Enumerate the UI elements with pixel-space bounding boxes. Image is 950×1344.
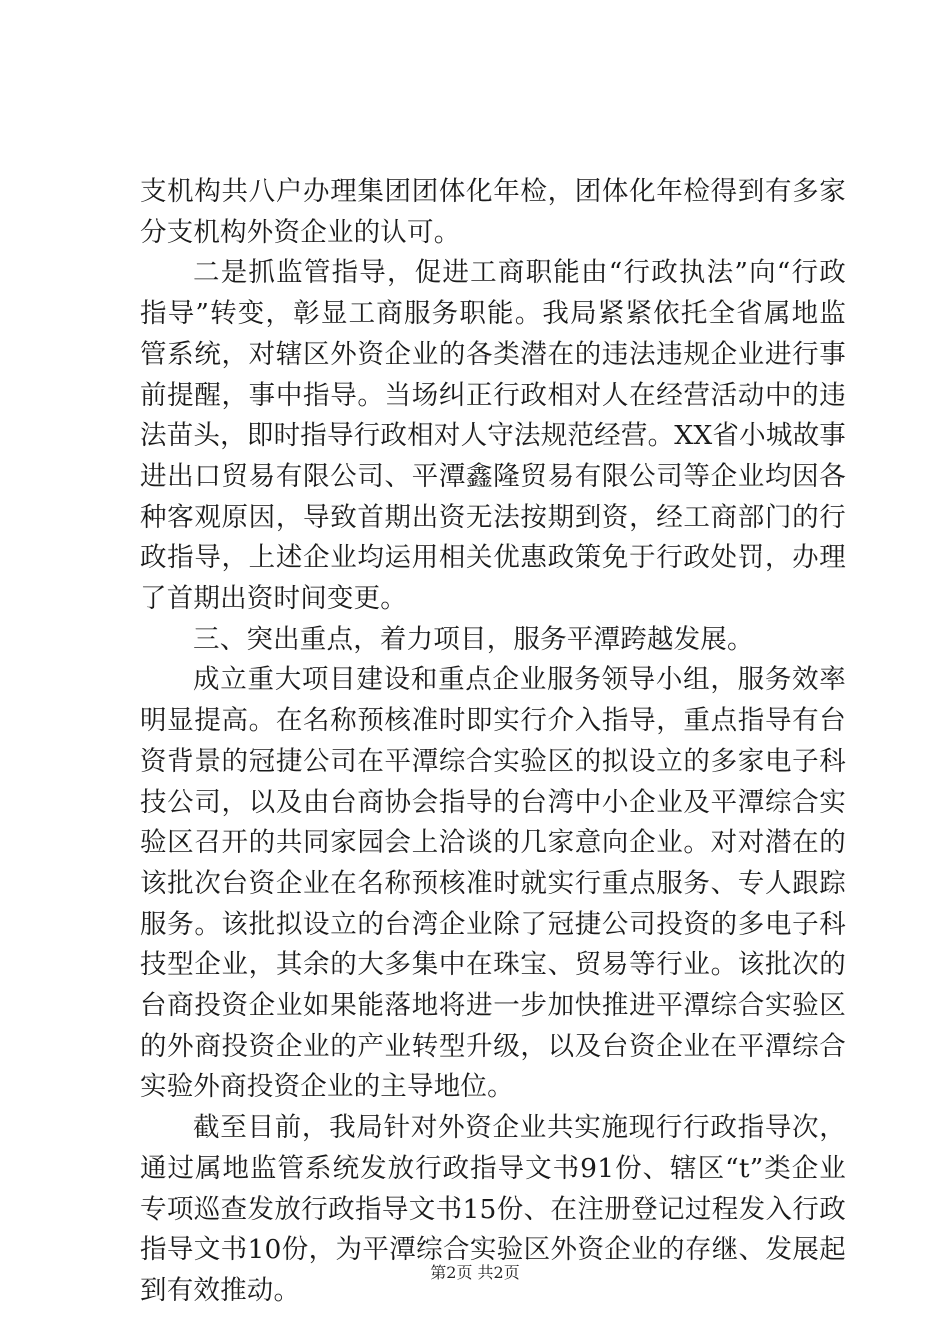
paragraph-continuation: 支机构共八户办理集团团体化年检，团体化年检得到有多家分支机构外资企业的认可。 (140, 176, 846, 248)
page-footer (0, 1262, 950, 1284)
paragraph-key-projects: 成立重大项目建设和重点企业服务领导小组，服务效率明显提高。在名称预核准时即实行介入指导，重点指导有台资背景的冠捷公司在平潭综合实验区的拟设立的多家电子科技公司，以及由台商协会指导的台湾中小企业及平潭综合实验区召开的共同家园会上洽谈的几家意向企业。对对潜在的该批次台资企业在名称预核准时就实行重点服务、专人跟踪服务。该批拟设立的台湾企业除了冠捷公司投资的多电子科技型企业，其余的大多集中在珠宝、贸易等行业。该批次的台商投资企业如果能落地将进一步加快推进平潭综合实验区的外商投资企业的产业转型升级，以及台资企业在平潭综合实验外商投资企业的主导地位。 (140, 664, 846, 1103)
paragraph-supervision-guidance: 二是抓监管指导，促进工商职能由“行政执法”向“行政指导”转变，彰显工商服务职能。我局紧紧依托全省属地监管系统，对辖区外资企业的各类潜在的违法违规企业进行事前提醒，事中指导。当场纠正行政相对人在经营活动中的违法苗头，即时指导行政相对人守法规范经营。XX省小城故事进出口贸易有限公司、平潭鑫隆贸易有限公司等企业均因各种客观原因，导致首期出资无法按期到资，经工商部门的行政指导，上述企业均运用相关优惠政策免于行政处罚，办理了首期出资时间变更。 (140, 257, 846, 615)
page-number: 第2页 共2页 (430, 1263, 520, 1282)
document-body (140, 172, 846, 1312)
section-heading-three: 三、突出重点，着力项目，服务平潭跨越发展。 (193, 623, 754, 655)
paragraph-summary: 截至目前，我局针对外资企业共实施现行行政指导次，通过属地监管系统发放行政指导文书91份、辖区“t”类企业专项巡查发放行政指导文书15份、在注册登记过程发入行政指导文书10份，为平潭综合实验区外资企业的存继、发展起到有效推动。 (140, 1112, 846, 1306)
